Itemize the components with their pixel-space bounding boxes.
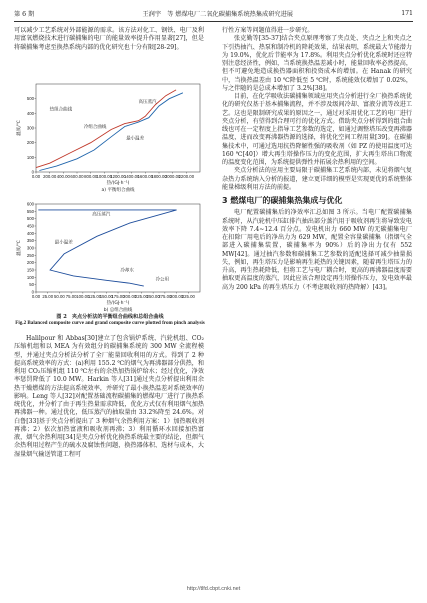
figure-svg <box>14 80 206 316</box>
y-tick-label-b: 550 <box>26 208 34 214</box>
x-tick-label-b: 200.00 <box>123 294 137 299</box>
issue-number: 第 6 期 <box>14 10 35 18</box>
label-min-dt-b: 最小温差 <box>54 240 73 246</box>
x-tick-label-a: 1000.00 <box>96 174 113 179</box>
y-tick-label-b: 50 <box>29 282 34 288</box>
x-tick-label-b: 75.00 <box>65 294 77 299</box>
x-tick-label-a: 200.00 <box>43 174 57 179</box>
x-tick-label-a: 1400.00 <box>123 174 140 179</box>
y-tick-label-b: 250 <box>26 252 34 258</box>
x-tick-label-a: 800.00 <box>84 174 98 179</box>
y-tick-label-b: 450 <box>26 223 34 229</box>
x-tick-label-a: 1600.00 <box>137 174 154 179</box>
right-paragraph-4: 夹点分析法的应用主要局限于碳捕集工艺系统内部，未见将烟气复杂热力系统纳入分析的报道，建立更详细的模型是实现更优的系统整体能量梯级利用方法的前提。 <box>222 167 412 191</box>
y-tick-label-b: 400 <box>26 230 34 236</box>
label-hot-curve: 热组合曲线 <box>49 107 73 113</box>
label-hp-steam-b: 高压蒸汽 <box>92 212 111 218</box>
right-paragraph-5: 电厂配置碳捕集后的净效率汇总如图 3 所示。当电厂配置碳捕集系统时，从汽轮机中压缸排汽抽出部分蒸汽用于吸收剂再生将导致发电效率下降 7.4~12.4 百分点。发电机出力 660 MW 的无碳捕集电厂在扣除厂用电后的净出力为 629 MW，配置全容量碳捕集（指烟气全部进入碳捕集装置，碳捕集率为 90%）后的净出力仅有 552 MW[42]。通过抽汽参数和碳捕集工艺参数的适配选择可减少抽量损失，例如，再生塔压力是影响再生耗热的关键因素，随着再生塔压力的升高，再生热耗降低，但将工艺与电厂耦合时，更高的再沸器温度需要抽取更高温度的蒸汽，因此应该合理设定再生塔操作压力，发电效率最高为 200 kPa 的再生塔压力（不考虑吸收剂的热降解）[43]。 <box>222 209 412 291</box>
subfigure-title-b: b) 总组合曲线 <box>103 308 133 313</box>
x-tick-label-b: 100.00 <box>76 294 90 299</box>
x-tick-label-b: 275.00 <box>158 294 172 299</box>
x-tick-label-b: 25.00 <box>42 294 54 299</box>
label-cooling-water: 冷却水 <box>120 268 134 274</box>
x-tick-label-b: 50.00 <box>54 294 65 299</box>
x-axis-label-a: 热/(GJ·h⁻¹) <box>106 181 130 186</box>
x-tick-label-a: 2200.00 <box>178 174 195 179</box>
figure-2 <box>14 80 206 316</box>
y-axis-label-b: 温度/℃ <box>17 240 22 256</box>
series-line-a-1 <box>39 93 183 171</box>
y-tick-label-a: 100 <box>26 154 34 160</box>
x-tick-label-a: 400.00 <box>56 174 70 179</box>
subfigure-title-a: a) 平衡组合曲线 <box>101 188 135 193</box>
left-bottom-paragraph: Halilpour 和 Abbas[30]建立了包含锅炉系统、汽轮机组、CO₂压缩机组和以 MEA 为有效组分的碳捕集系统的 300 MW 全流程模型，并通过夹点分析法分析了全厂能量回收利用的方式。得到了 2 种提高系统效率的方式：(a)利用 155.2 ℃的烟气为再沸器部分供热，和利用 CO₂压缩机组 110 ℃左右的余热加热锅炉给水；经过优化，净效率惩罚降低了 10.0 MW。Harkin 等人[31]通过夹点分析提出利用余热干燥燃煤的方法提高系统效率，并研究了最小换热温差对系统效率的影响。Leng 等人[32]对配置基础流程碳捕集的燃煤电厂进行了换热系统优化，并分析了由于再生热量需求降低，优化方式仅有利用烟气加热再沸器一种。通过优化，低压蒸汽的抽取量由 33.2%降至 24.6%。对白鲁[33]基于夹点分析提出了 3 种烟气余热利用方案：1）加热吸收剂再沸；2）依次加热富液和吸收剂再沸；3）利用循环水回接加热富液，烟气余热利用[34]是夹点分析优化换热系统最主要的结论，但烟气余热利用过程产生的硫水及腐蚀性问题，换热器体积、选材与成本，大湿量烟气输送管道工程可 <box>14 335 204 458</box>
x-tick-label-b: 325.00 <box>181 294 195 299</box>
y-tick-label-b: 100 <box>26 274 34 280</box>
x-tick-label-a: 1800.00 <box>151 174 167 179</box>
label-min-dt-a: 最小温差 <box>126 136 145 142</box>
x-tick-label-b: 150.00 <box>99 294 113 299</box>
x-tick-label-b: 225.00 <box>134 294 149 299</box>
header-rule <box>14 21 413 22</box>
label-cold-utility: 冷公用 <box>155 277 169 283</box>
y-tick-label-a: 500 <box>26 96 34 102</box>
y-tick-label-b: 200 <box>26 260 34 266</box>
x-tick-label-b: 175.00 <box>111 294 125 299</box>
y-tick-label-a: 0 <box>31 169 34 175</box>
running-title: 王润宇 等 燃煤电厂二氧化碳捕集系统热集成研究进展 <box>142 10 293 18</box>
y-tick-label-a: 400 <box>26 110 34 116</box>
x-axis-label-b: 热/(GJ·h⁻¹) <box>106 301 130 306</box>
page-number: 171 <box>401 9 413 17</box>
series-line-b-0 <box>38 210 176 286</box>
x-tick-label-b: 300.00 <box>169 294 184 299</box>
label-steam-a: 高压蒸汽 <box>138 100 157 106</box>
y-tick-label-b: 350 <box>26 238 34 244</box>
x-tick-label-a: 2000.00 <box>164 174 181 179</box>
y-tick-label-b: 300 <box>26 245 34 251</box>
y-tick-label-b: 600 <box>26 201 34 207</box>
x-tick-label-b: 250.00 <box>146 294 160 299</box>
y-axis-label-a: 温度/℃ <box>17 120 22 136</box>
x-tick-label-b: 125.00 <box>87 294 102 299</box>
x-tick-label-a: 1200.00 <box>110 174 126 179</box>
section-heading: 3 燃煤电厂的碳捕集热集成与优化 <box>222 196 343 205</box>
footer-url: http://tlfd.cbpt.cnki.net <box>186 586 241 592</box>
page-header <box>14 6 413 20</box>
right-column <box>222 27 412 292</box>
y-tick-label-a: 200 <box>26 140 34 146</box>
y-tick-label-b: 0 <box>31 289 34 295</box>
plot-frame-a <box>36 84 200 172</box>
label-cold-curve: 冷组合曲线 <box>83 125 107 130</box>
plot-frame-b <box>36 204 200 292</box>
y-tick-label-b: 150 <box>26 267 34 273</box>
right-paragraph-2: 张克勤等[35-37]结合夹点原理考察了夹点处、夹点之上和夹点之下引热抽汽、热泵和制冷机的降耗效果，结果表明，系统最大节能潜力为 19.0%，优化后节能率为 17.8%。利用夹点分析优化系统时还应特别注意经济性，例如，当系统换热温差减小时，能量回收率必然提高，但不可避免地造成换热器面积和投资成本的增加。在 Hanak 的研究中，当换热温差由 10 ℃降低至 5 ℃时，系统能效仅增加了 0.02%，与之伴随的是总成本增加了 3.2%[38]。 <box>222 35 412 92</box>
x-tick-label-a: 600.00 <box>70 174 84 179</box>
figure-caption <box>14 314 206 327</box>
left-column-bottom <box>14 335 204 459</box>
left-top-paragraph: 可以减少工艺系统对外部能源的需求。该方法对化工、钢铁、电厂及利用富氧燃烧技术进行碳捕集的电厂的能量效率提升作用显著[27]，但是将碳捕集考虑至换热系统内部的优化研究也十分有限[28-29]。 <box>14 27 204 51</box>
x-tick-label-a: 0.00 <box>31 174 41 179</box>
caption-en: Fig.2 Balanced composite curve and grand composite curve plotted from pinch analysis <box>15 320 205 327</box>
right-paragraph-1: 行性方案等问题值得进一步研究。 <box>222 27 314 34</box>
x-tick-label-b: 0.00 <box>31 294 41 299</box>
caption-zh: 图 2 夹点分析法的平衡组合曲线和总组合曲线 <box>56 314 164 320</box>
y-tick-label-a: 300 <box>26 125 34 131</box>
y-tick-label-b: 500 <box>26 216 34 222</box>
right-paragraph-3: 目前，在化学吸收法碳捕集领域应用夹点分析进行全厂换热系统优化的研究仅基于基本捕集流程，并不涉及级间冷却、富液分流等改进工艺。这也是限制研究成果的原因之一，通过对采用优化工艺的电厂进行夹点分析，有望得到合理可行的优化方式。借助夹点分析得到的组合曲线也可在一定程度上指导工艺参数的选定，如通过调整塔压改变再沸器温度，进而改变再沸器热源的选择，将优化空间工程用量[39]。在碳捕集技术中，可通过选用抗热降解性强的吸收剂（如 PZ 的使用温度可达 160 ℃[40]）增大再生塔操作压力的变化范围，扩大再生塔出口物流的温度变化范围，为系统提供弹性并拓展余热利用的空间。 <box>222 93 412 166</box>
left-column <box>14 27 204 52</box>
